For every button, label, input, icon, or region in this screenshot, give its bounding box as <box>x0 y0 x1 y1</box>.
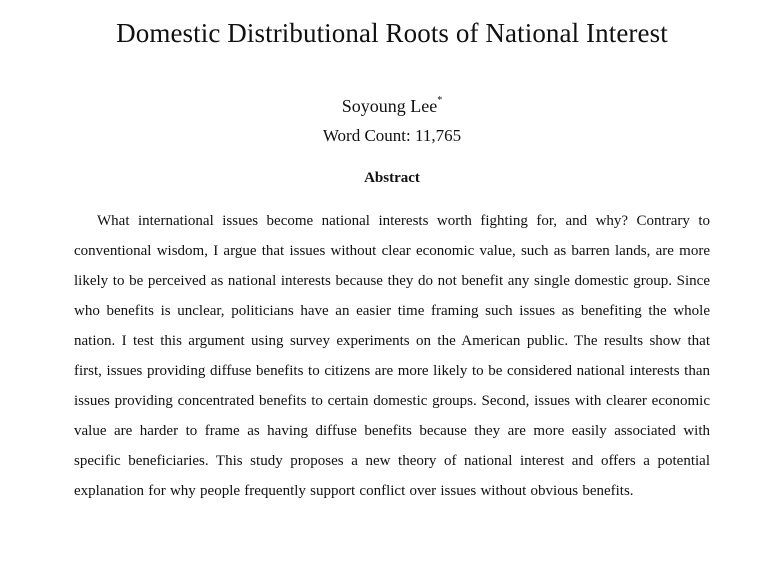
paper-title: Domestic Distributional Roots of National Interest <box>116 18 668 48</box>
author-name: Soyoung Lee <box>341 96 438 116</box>
abstract-heading: Abstract <box>364 170 420 186</box>
abstract-text: What international issues become national interests worth fighting for, and why? Contrary to conventional wisdom, I argue that issues without clear economic value, such as barren lands, are more likely to be perceived as national interests because they do not benefit any single domestic group. Since who benefits is unclear, politicians have an easier time framing such issues as benefiting the whole nation. I test this argument using survey experiments on the American public. The results show that first, issues providing diffuse benefits to citizens are more likely to be considered national interests than issues providing concentrated benefits to certain domestic groups. Second, issues with clearer economic value are harder to frame as having diffuse benefits because they are more easily associated with specific beneficiaries. This study proposes a new theory of national interest and offers a potential explanation for why people frequently support conflict over issues without obvious benefits. <box>74 213 710 499</box>
author-footnote-mark: * <box>437 95 443 106</box>
word-count: Word Count: 11,765 <box>322 126 462 145</box>
author-line <box>0 96 784 117</box>
